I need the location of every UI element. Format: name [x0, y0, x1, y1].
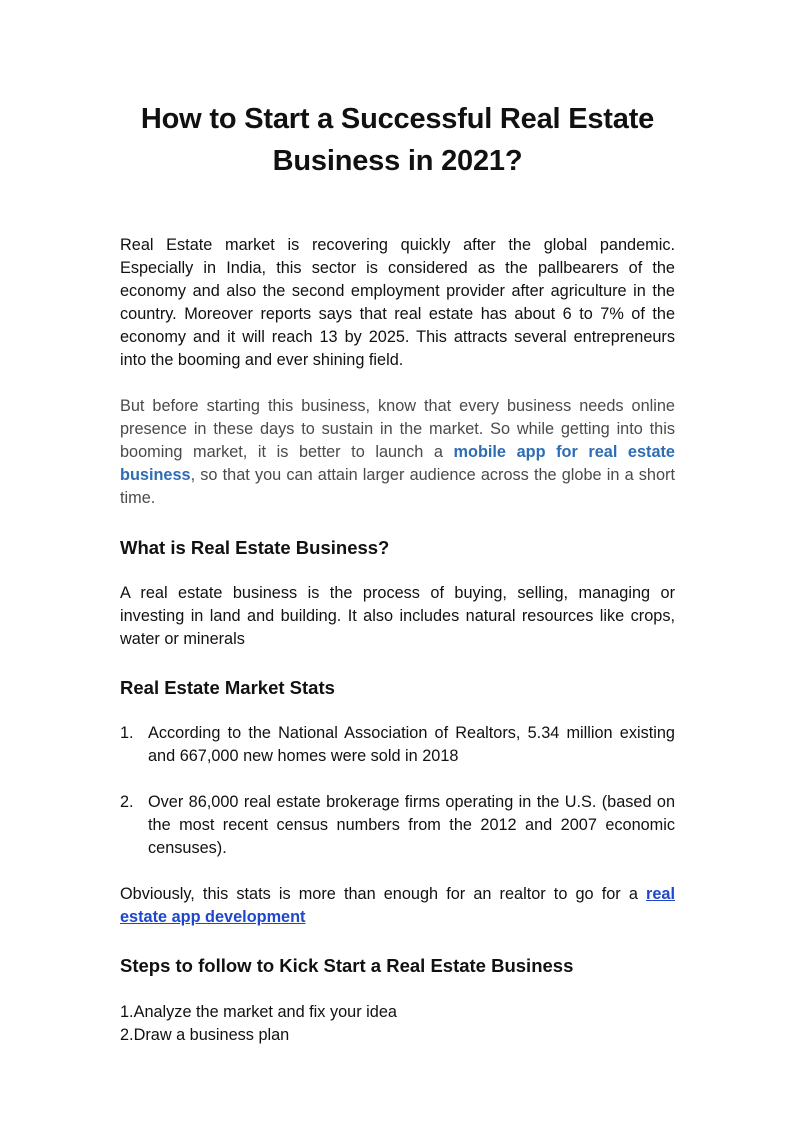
- list-item: [120, 722, 675, 768]
- what-is-paragraph: A real estate business is the process of buying, selling, managing or investing in land and building. It also includes natural resources like crops, water or minerals: [120, 584, 675, 648]
- steps-heading: Steps to follow to Kick Start a Real Estate Business: [120, 955, 574, 976]
- steps-list: [120, 1001, 675, 1047]
- step-item: 2.Draw a business plan: [120, 1026, 290, 1044]
- list-item-text: Over 86,000 real estate brokerage firms operating in the U.S. (based on the most recent census numbers from the 2012 and 2007 economic censuses).: [148, 793, 675, 857]
- what-is-heading: What is Real Estate Business?: [120, 537, 390, 558]
- online-presence-text-after: , so that you can attain larger audience across the globe in a short time.: [120, 466, 675, 507]
- list-item-number: 1.: [120, 724, 134, 742]
- market-stats-heading: Real Estate Market Stats: [120, 677, 335, 698]
- list-item-number: 2.: [120, 793, 134, 811]
- market-stats-list: [120, 722, 675, 860]
- step-item: 1.Analyze the market and fix your idea: [120, 1003, 397, 1021]
- obviously-text-before: Obviously, this stats is more than enough for an realtor to go for a: [120, 885, 647, 903]
- online-presence-paragraph: [120, 395, 675, 510]
- obviously-paragraph: [120, 883, 675, 929]
- list-item-text: According to the National Association of Realtors, 5.34 million existing and 667,000 new homes were sold in 2018: [148, 724, 675, 765]
- mobile-app-link[interactable]: mobile app for real estate business: [120, 443, 675, 484]
- document-page: [120, 98, 675, 1047]
- app-development-link[interactable]: real estate app development: [120, 885, 675, 926]
- online-presence-text-before: But before starting this business, know that every business needs online presence in these days to sustain in the market. So while getting into this booming market, it is better to launch a: [120, 397, 675, 461]
- page-title: How to Start a Successful Real Estate Business in 2021?: [140, 103, 655, 177]
- intro-paragraph: Real Estate market is recovering quickly after the global pandemic. Especially in India, this sector is considered as the pallbearers of the economy and also the second employment provider after agriculture in the country. Moreover reports says that real estate has about 6 to 7% of the economy and it will reach 13 by 2025. This attracts several entrepreneurs into the booming and ever shining field.: [120, 236, 675, 369]
- list-item: [120, 791, 675, 860]
